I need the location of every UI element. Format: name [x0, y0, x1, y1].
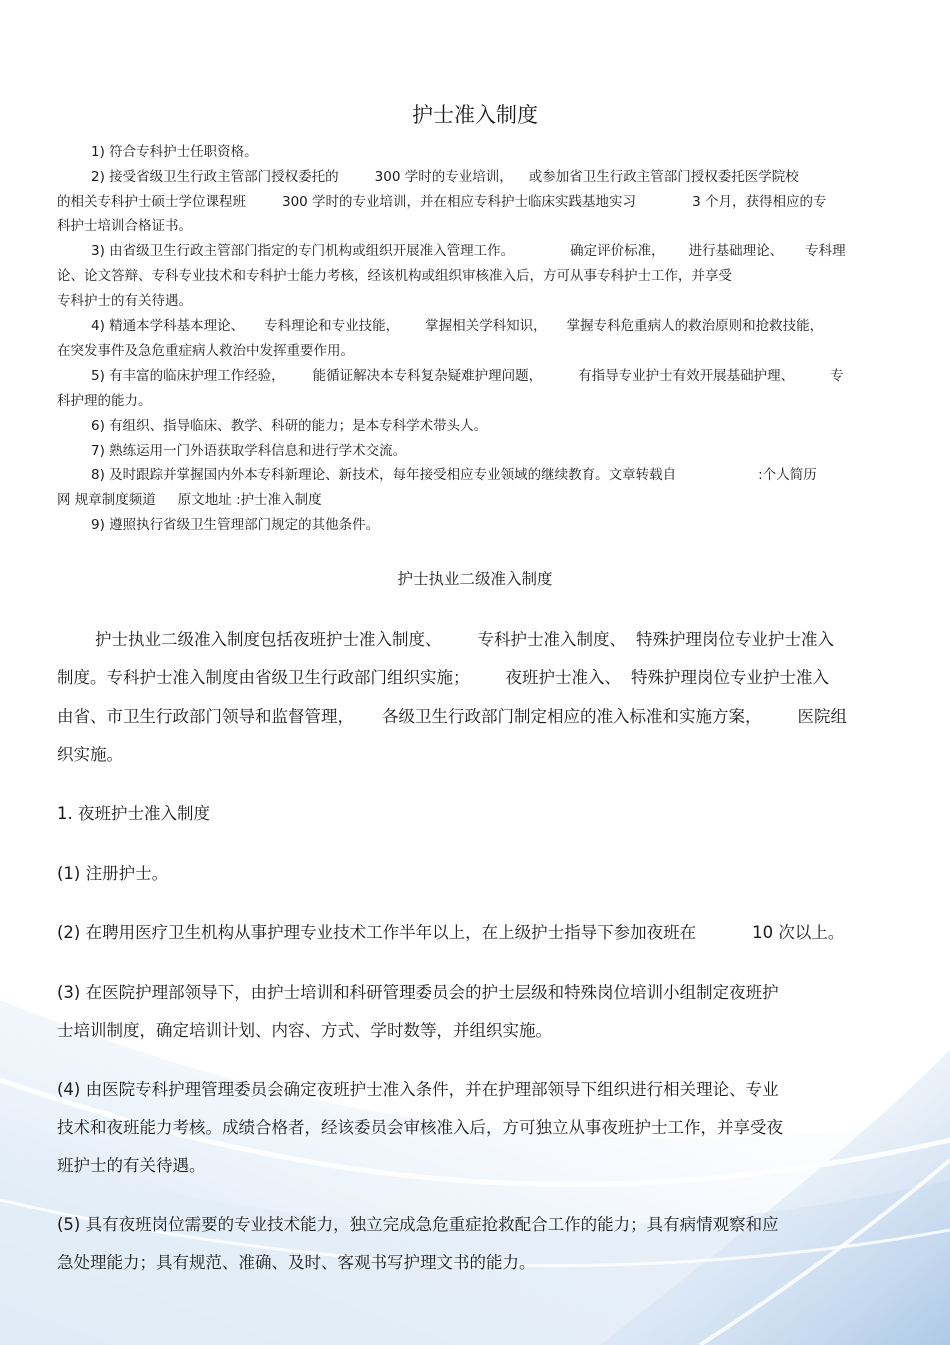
list-item: (1) 注册护士。	[57, 864, 169, 883]
subsection-heading: 1. 夜班护士准入制度	[57, 804, 210, 823]
item-line: 2) 接受省级卫生行政主管部门授权委托的 300 学时的专业培训， 或参加省卫生行政主管部门授权委托医学院校	[91, 169, 799, 185]
item-line: 在突发事件及急危重症病人救治中发挥重要作用。	[57, 343, 354, 359]
item-line: 1) 符合专科护士任职资格。	[91, 144, 258, 160]
item-line: 科护士培训合格证书。	[57, 218, 192, 234]
item-line: 6) 有组织、指导临床、教学、科研的能力；是本专科学术带头人。	[91, 418, 488, 434]
item-line: 7) 熟练运用一门外语获取学科信息和进行学术交流。	[91, 443, 407, 459]
paragraph-line: 制度。专科护士准入制度由省级卫生行政部门组织实施； 夜班护士准入、 特殊护理岗位专业护士准入	[57, 668, 829, 687]
list-item: 技术和夜班能力考核。成绩合格者，经该委员会审核准入后，方可独立从事夜班护士工作，并享受夜	[57, 1118, 783, 1137]
item-line: 8) 及时跟踪并掌握国内外本专科新理论、新技术，每年接受相应专业领域的继续教育。文章转载自 :个人简历	[91, 467, 817, 483]
list-item: (5) 具有夜班岗位需要的专业技术能力，独立完成急危重症抢救配合工作的能力；具有病情观察和应	[57, 1215, 779, 1234]
list-item: 急处理能力；具有规范、准确、及时、客观书写护理文书的能力。	[57, 1253, 536, 1272]
item-line: 的相关专科护士硕士学位课程班 300 学时的专业培训，并在相应专科护士临床实践基地实习 3 个月，获得相应的专	[57, 194, 827, 210]
paragraph-line: 织实施。	[57, 745, 123, 764]
list-item: (2) 在聘用医疗卫生机构从事护理专业技术工作半年以上，在上级护士指导下参加夜班在 10 次以上。	[57, 923, 845, 942]
page-title: 护士准入制度	[412, 103, 538, 127]
item-line: 论、论文答辩、专科专业技术和专科护士能力考核，经该机构或组织审核准入后，方可从事专科护士工作，并享受	[57, 268, 732, 284]
paragraph-line: 由省、市卫生行政部门领导和监督管理， 各级卫生行政部门制定相应的准入标准和实施方案， 医院组	[57, 707, 847, 726]
item-line: 科护理的能力。	[57, 393, 152, 409]
list-item: (3) 在医院护理部领导下，由护士培训和科研管理委员会的护士层级和特殊岗位培训小组制定夜班护	[57, 983, 779, 1002]
list-item: 士培训制度，确定培训计划、内容、方式、学时数等，并组织实施。	[57, 1021, 552, 1040]
item-line: 专科护士的有关待遇。	[57, 293, 192, 309]
list-item: (4) 由医院专科护理管理委员会确定夜班护士准入条件，并在护理部领导下组织进行相关理论、专业	[57, 1080, 779, 1099]
item-line: 9) 遵照执行省级卫生管理部门规定的其他条件。	[91, 517, 380, 533]
item-line: 5) 有丰富的临床护理工作经验， 能循证解决本专科复杂疑难护理问题， 有指导专业护士有效开展基础护理、 专	[91, 368, 844, 384]
section-subtitle: 护士执业二级准入制度	[397, 570, 553, 588]
item-line: 4) 精通本学科基本理论、 专科理论和专业技能， 掌握相关学科知识， 掌握专科危重病人的救治原则和抢救技能，	[91, 318, 824, 334]
paragraph-line: 护士执业二级准入制度包括夜班护士准入制度、 专科护士准入制度、 特殊护理岗位专业护士准入	[95, 630, 834, 649]
list-item: 班护士的有关待遇。	[57, 1156, 206, 1175]
item-line: 网 规章制度频道 原文地址 :护士准入制度	[57, 492, 322, 508]
item-line: 3) 由省级卫生行政主管部门指定的专门机构或组织开展准入管理工作。 确定评价标准， 进行基础理论、 专科理	[91, 243, 846, 259]
